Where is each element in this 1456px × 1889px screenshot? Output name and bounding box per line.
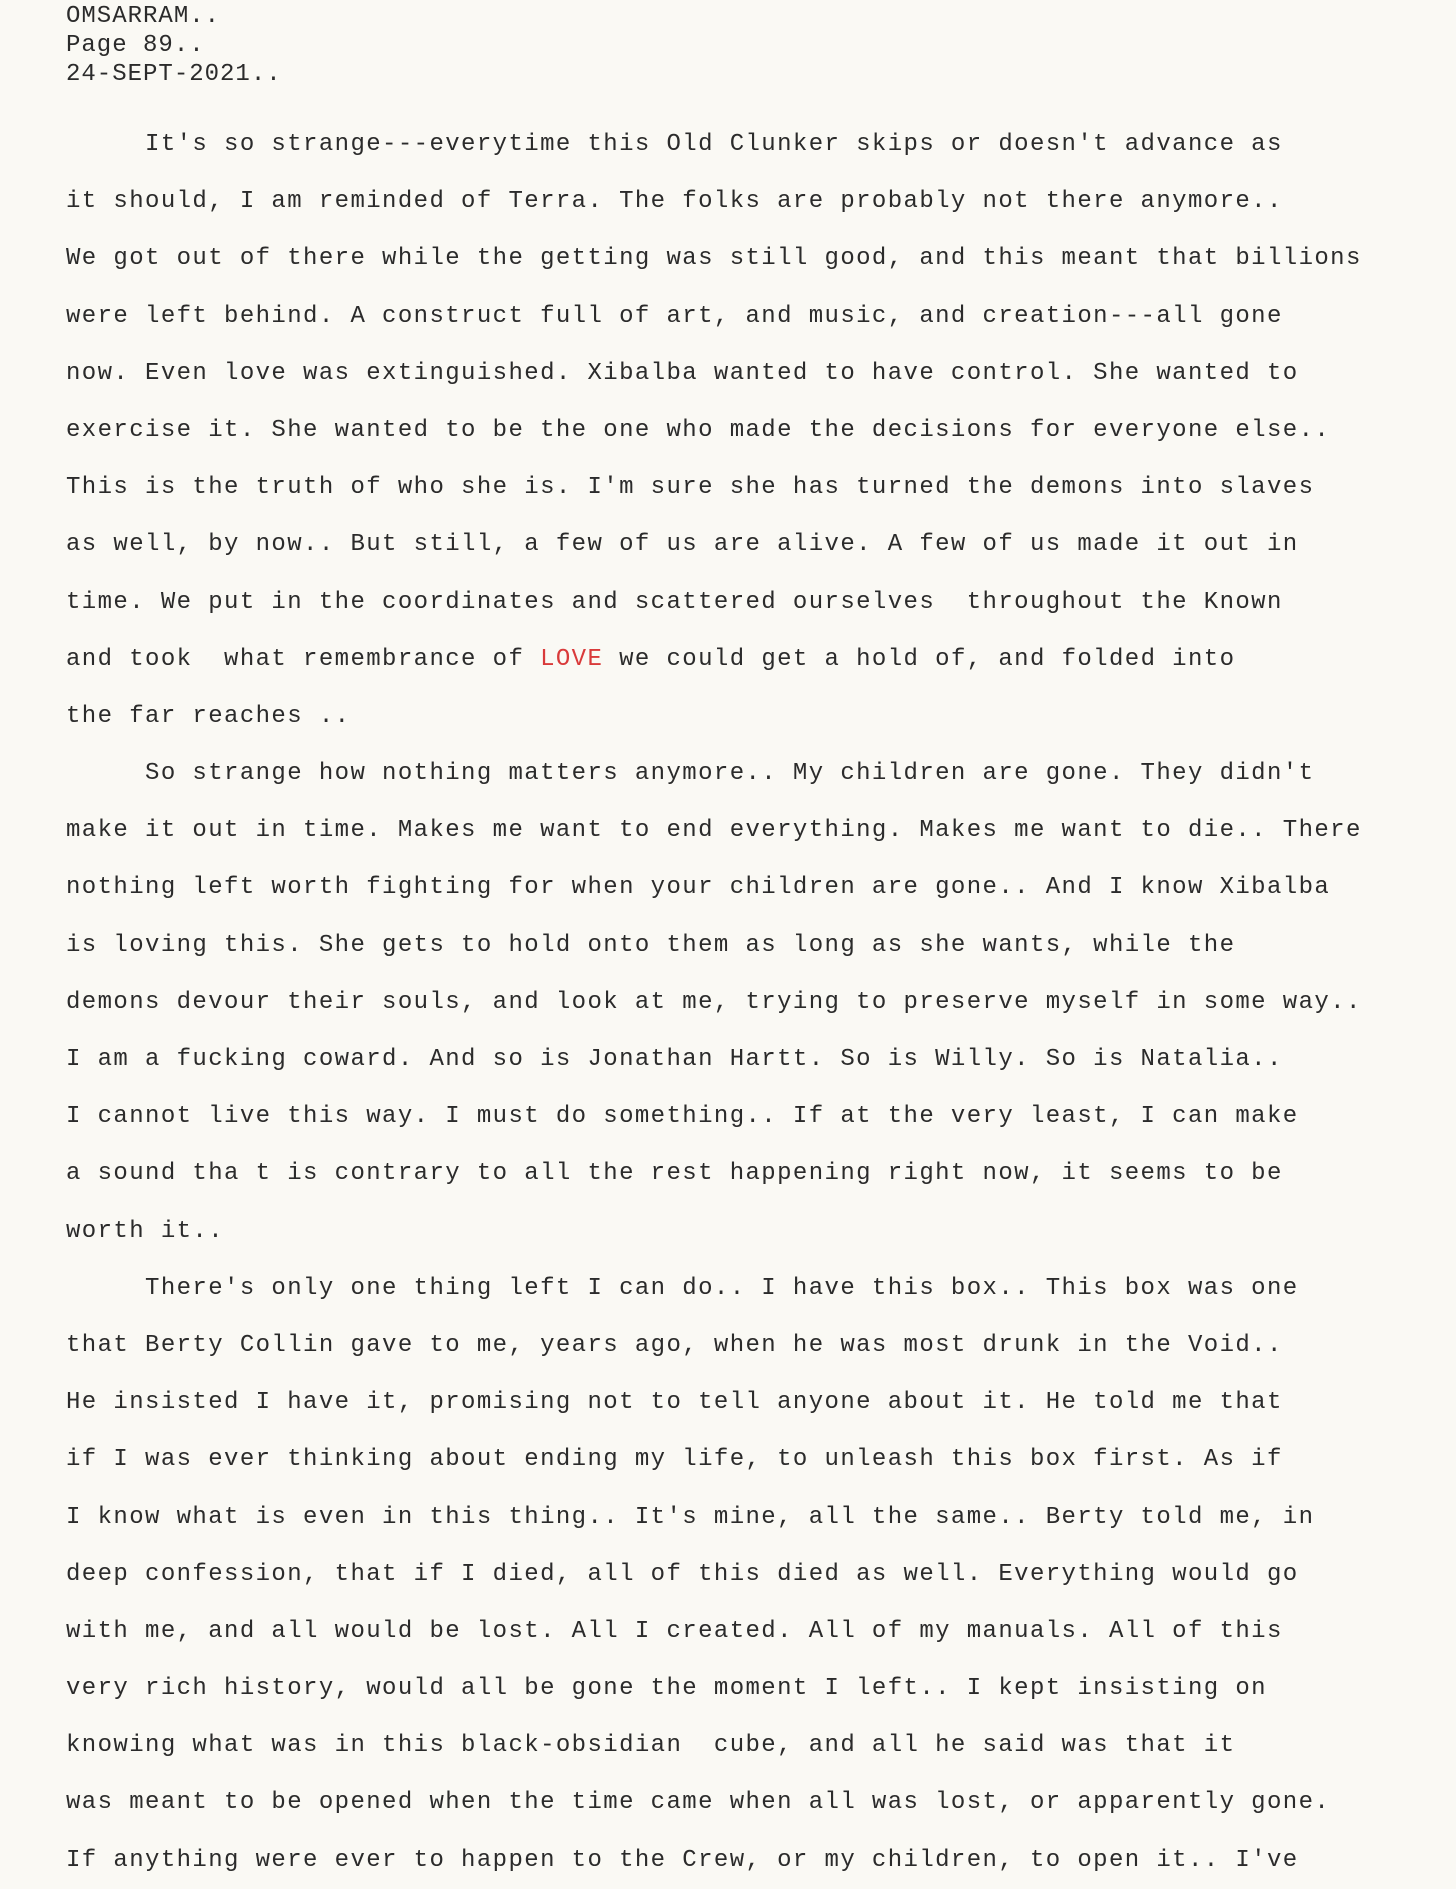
text-line xyxy=(66,631,1451,688)
text-line xyxy=(66,1203,1451,1260)
line-text: were left behind. A construct full of art, and music, and creation---all gone xyxy=(66,302,1283,330)
line-text: There's only one thing left I can do.. I have this box.. This box was one xyxy=(66,1274,1299,1302)
text-line xyxy=(66,1088,1451,1145)
line-text: time. We put in the coordinates and scattered ourselves throughout the Known xyxy=(66,588,1283,616)
line-text: now. Even love was extinguished. Xibalba wanted to have control. She wanted to xyxy=(66,359,1299,387)
text-line xyxy=(66,230,1451,287)
line-text: He insisted I have it, promising not to tell anyone about it. He told me that xyxy=(66,1389,1283,1417)
line-text: knowing what was in this black-obsidian cube, and all he said was that it xyxy=(66,1732,1236,1760)
text-line xyxy=(66,116,1451,173)
highlighted-word: LOVE xyxy=(540,645,604,673)
text-line xyxy=(66,917,1451,974)
line-text: I cannot live this way. I must do something.. If at the very least, I can make xyxy=(66,1103,1299,1131)
line-text: is loving this. She gets to hold onto them as long as she wants, while the xyxy=(66,931,1236,959)
text-line xyxy=(66,1832,1451,1889)
text-line xyxy=(66,1260,1451,1317)
text-line xyxy=(66,1374,1451,1431)
line-text: This is the truth of who she is. I'm sure she has turned the demons into slaves xyxy=(66,474,1315,502)
text-line xyxy=(66,859,1451,916)
text-line xyxy=(66,1489,1451,1546)
line-text: with me, and all would be lost. All I created. All of my manuals. All of this xyxy=(66,1617,1283,1645)
line-text: worth it.. xyxy=(66,1217,225,1245)
text-line xyxy=(66,1317,1451,1374)
line-text: the far reaches .. xyxy=(66,702,351,730)
text-line xyxy=(66,802,1451,859)
line-text: make it out in time. Makes me want to end everything. Makes me want to die.. There xyxy=(66,817,1362,845)
page-header xyxy=(66,2,282,89)
line-text: and took what remembrance of xyxy=(66,645,541,673)
line-text: it should, I am reminded of Terra. The folks are probably not there anymore.. xyxy=(66,188,1283,216)
text-line xyxy=(66,745,1451,802)
line-text: deep confession, that if I died, all of this died as well. Everything would go xyxy=(66,1560,1299,1588)
line-text: as well, by now.. But still, a few of us are alive. A few of us made it out in xyxy=(66,531,1299,559)
body-text xyxy=(66,116,1451,1889)
page-date: 24-SEPT-2021.. xyxy=(66,61,282,88)
text-line xyxy=(66,516,1451,573)
text-line xyxy=(66,402,1451,459)
text-line xyxy=(66,1145,1451,1202)
text-line xyxy=(66,1774,1451,1831)
text-line xyxy=(66,1546,1451,1603)
text-line xyxy=(66,1603,1451,1660)
line-text: if I was ever thinking about ending my life, to unleash this box first. As if xyxy=(66,1446,1283,1474)
text-line xyxy=(66,974,1451,1031)
line-text: nothing left worth fighting for when your children are gone.. And I know Xibalba xyxy=(66,874,1331,902)
line-text: I know what is even in this thing.. It's mine, all the same.. Berty told me, in xyxy=(66,1503,1315,1531)
line-text: exercise it. She wanted to be the one who made the decisions for everyone else.. xyxy=(66,416,1331,444)
line-text: So strange how nothing matters anymore.. My children are gone. They didn't xyxy=(66,760,1315,788)
text-line xyxy=(66,459,1451,516)
text-line xyxy=(66,173,1451,230)
line-text: very rich history, would all be gone the moment I left.. I kept insisting on xyxy=(66,1675,1267,1703)
text-line xyxy=(66,1660,1451,1717)
text-line xyxy=(66,574,1451,631)
text-line xyxy=(66,688,1451,745)
text-line xyxy=(66,345,1451,402)
text-line xyxy=(66,1031,1451,1088)
line-text: We got out of there while the getting was still good, and this meant that billions xyxy=(66,245,1362,273)
line-text: If anything were ever to happen to the Crew, or my children, to open it.. I've xyxy=(66,1846,1299,1874)
author-name: OMSARRAM.. xyxy=(66,3,221,30)
line-text: demons devour their souls, and look at me, trying to preserve myself in some way.. xyxy=(66,988,1362,1016)
line-text: was meant to be opened when the time came when all was lost, or apparently gone. xyxy=(66,1789,1331,1817)
text-line xyxy=(66,1717,1451,1774)
line-text: I am a fucking coward. And so is Jonathan Hartt. So is Willy. So is Natalia.. xyxy=(66,1046,1283,1073)
text-line xyxy=(66,288,1451,345)
text-line xyxy=(66,1431,1451,1488)
line-text: a sound tha t is contrary to all the rest happening right now, it seems to be xyxy=(66,1160,1283,1188)
page-number: Page 89.. xyxy=(66,32,205,59)
line-text-continued: we could get a hold of, and folded into xyxy=(603,645,1236,673)
line-text: It's so strange---everytime this Old Clunker skips or doesn't advance as xyxy=(66,131,1283,158)
line-text: that Berty Collin gave to me, years ago, when he was most drunk in the Void.. xyxy=(66,1331,1283,1359)
